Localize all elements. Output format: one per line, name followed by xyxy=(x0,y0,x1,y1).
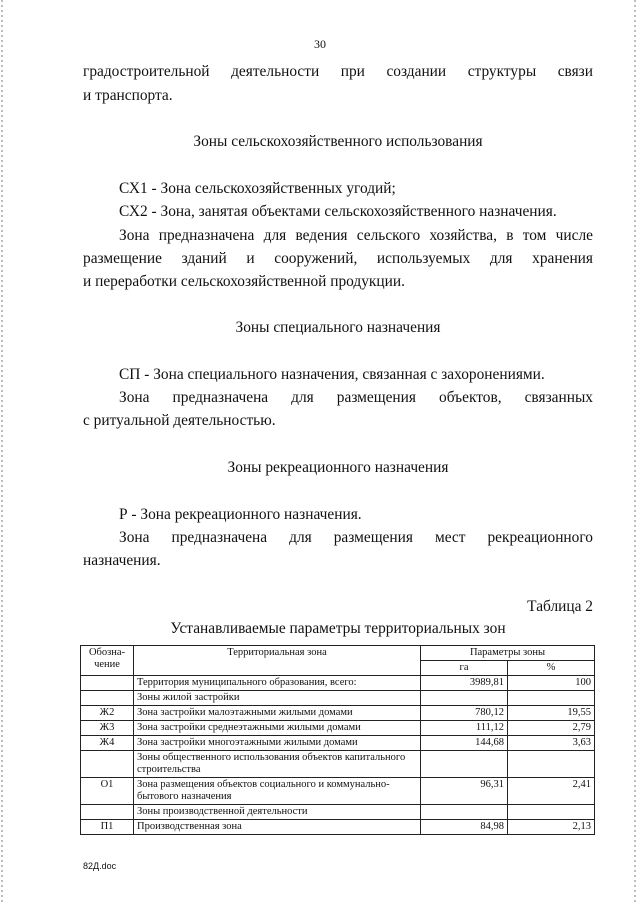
cell-pct: 100 xyxy=(508,676,595,691)
scan-edge-right xyxy=(634,0,636,905)
cell-zone: Зона застройки малоэтажными жилыми домами xyxy=(134,706,421,721)
table-row xyxy=(81,676,595,691)
cell-code xyxy=(81,691,134,706)
table-row xyxy=(81,805,595,820)
header-code: Обозна-чение xyxy=(81,646,134,676)
table-row xyxy=(81,721,595,736)
cell-ha: 96,31 xyxy=(421,778,508,805)
zone-sp: СП - Зона специального назначения, связанная с захоронениями. xyxy=(119,366,545,383)
cell-code xyxy=(81,751,134,778)
section-heading-recreation: Зоны рекреационного назначения xyxy=(227,459,449,476)
cell-ha: 780,12 xyxy=(421,706,508,721)
cell-zone: Зоны производственной деятельности xyxy=(134,805,421,820)
footer-filename: 82Д.doc xyxy=(83,861,117,871)
header-params: Параметры зоны xyxy=(421,646,595,661)
table-row xyxy=(81,736,595,751)
cell-ha: 84,98 xyxy=(421,820,508,835)
cell-pct xyxy=(508,751,595,778)
page-number: 30 xyxy=(314,37,326,51)
paragraph-line: Зона предназначена для ведения сельского хозяйства, в том числе xyxy=(119,227,593,244)
cell-ha xyxy=(421,751,508,778)
cell-pct: 2,79 xyxy=(508,721,595,736)
paragraph-line: Зона предназначена для размещения объектов, связанных xyxy=(119,389,593,406)
cell-code xyxy=(81,805,134,820)
cell-zone: Территория муниципального образования, всего: xyxy=(134,676,421,691)
table-row xyxy=(81,820,595,835)
zone-r: Р - Зона рекреационного назначения. xyxy=(119,506,362,523)
cell-zone: Зона застройки многоэтажными жилыми домами xyxy=(134,736,421,751)
cell-code: Ж3 xyxy=(81,721,134,736)
cell-ha: 3989,81 xyxy=(421,676,508,691)
cell-ha xyxy=(421,805,508,820)
cell-ha: 111,12 xyxy=(421,721,508,736)
paragraph-line: назначения. xyxy=(83,552,161,569)
table-row xyxy=(81,751,595,778)
zone-sx1: СХ1 - Зона сельскохозяйственных угодий; xyxy=(119,180,396,197)
table-header-row xyxy=(81,646,595,661)
cell-ha: 144,68 xyxy=(421,736,508,751)
table-row xyxy=(81,706,595,721)
paragraph-line: и транспорта. xyxy=(83,87,173,104)
cell-code: Ж2 xyxy=(81,706,134,721)
zone-sx2: СХ2 - Зона, занятая объектами сельскохозяйственного назначения. xyxy=(119,203,557,220)
section-heading-special: Зоны специального назначения xyxy=(235,319,441,336)
paragraph-line: Зона предназначена для размещения мест рекреационного xyxy=(119,529,593,546)
cell-pct: 2,13 xyxy=(508,820,595,835)
cell-pct xyxy=(508,691,595,706)
cell-pct: 3,63 xyxy=(508,736,595,751)
cell-code xyxy=(81,676,134,691)
paragraph-line: с ритуальной деятельностью. xyxy=(83,412,276,429)
cell-zone: Зоны жилой застройки xyxy=(134,691,421,706)
cell-pct xyxy=(508,805,595,820)
scan-edge-left xyxy=(1,0,3,905)
section-heading-agriculture: Зоны сельскохозяйственного использования xyxy=(193,133,483,150)
cell-pct: 2,41 xyxy=(508,778,595,805)
table-row xyxy=(81,778,595,805)
header-pct: % xyxy=(508,661,595,676)
paragraph-line: и переработки сельскохозяйственной продукции. xyxy=(83,273,405,290)
cell-zone: Зона застройки среднеэтажными жилыми домами xyxy=(134,721,421,736)
cell-code: О1 xyxy=(81,778,134,805)
paragraph-line: градостроительной деятельности при создании структуры связи xyxy=(83,63,593,80)
paragraph-line: размещение зданий и сооружений, используемых для хранения xyxy=(83,250,593,267)
table-row xyxy=(81,691,595,706)
cell-pct: 19,55 xyxy=(508,706,595,721)
table-caption: Устанавливаемые параметры территориальных зон xyxy=(170,620,506,637)
cell-code: Ж4 xyxy=(81,736,134,751)
cell-zone: Зона размещения объектов социального и коммунально-бытового назначения xyxy=(134,778,421,805)
table-number: Таблица 2 xyxy=(527,598,593,615)
cell-zone: Зоны общественного использования объектов капитального строительства xyxy=(134,751,421,778)
header-ha: га xyxy=(421,661,508,676)
cell-zone: Производственная зона xyxy=(134,820,421,835)
zone-parameters-table xyxy=(80,645,595,835)
cell-ha xyxy=(421,691,508,706)
cell-code: П1 xyxy=(81,820,134,835)
header-zone: Территориальная зона xyxy=(134,646,421,676)
